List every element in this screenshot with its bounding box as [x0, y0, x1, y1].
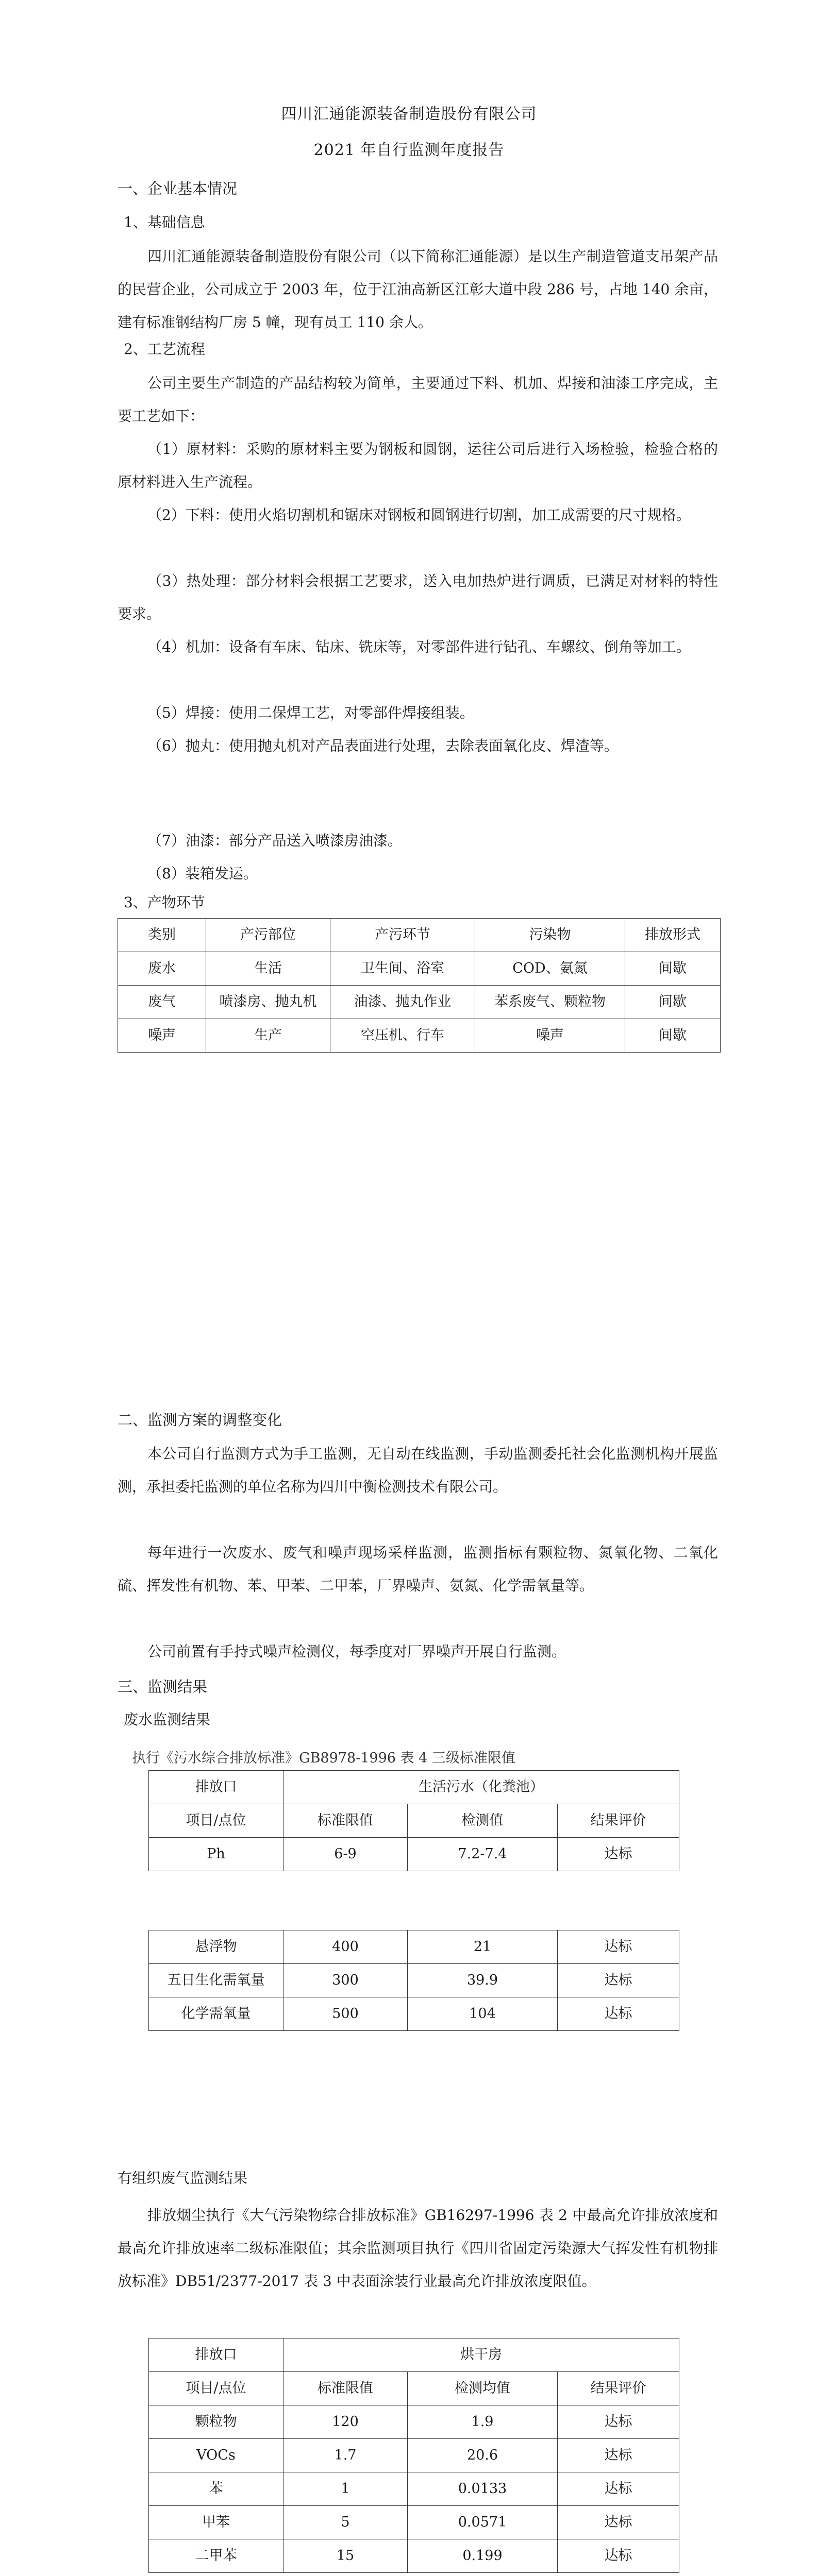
process-step-5: （5）焊接：使用二保焊工艺，对零部件焊接组装。	[147, 704, 474, 721]
water-results-table-continued	[148, 1930, 679, 2031]
monitoring-method-paragraph: 本公司自行监测方式为手工监测，无自动在线监测，手动监测委托社会化监测机构开展监测，承担委托监测的单位名称为四川中衡检测技术有限公司。	[118, 1445, 718, 1495]
table-cell: 7.2-7.4	[408, 1838, 558, 1871]
basic-info-paragraph: 四川汇通能源装备制造股份有限公司（以下简称汇通能源）是以生产制造管道支吊架产品的民营企业，公司成立于 2003 年，位于江油高新区江彰大道中段 286 号，占地 140 余亩，建有标准钢结构厂房 5 幢，现有员工 110 余人。	[118, 248, 718, 331]
header-cell: 产污环节	[330, 919, 475, 952]
table-row	[149, 2472, 679, 2506]
table-row	[149, 1964, 679, 1997]
monitoring-items-paragraph: 每年进行一次废水、废气和噪声现场采样监测，监测指标有颗粒物、氮氧化物、二氧化硫、挥发性有机物、苯、甲苯、二甲苯，厂界噪声、氨氮、化学需氧量等。	[118, 1544, 718, 1594]
section-2-heading: 二、监测方案的调整变化	[118, 1411, 282, 1429]
table-cell: 1	[283, 2472, 408, 2506]
table-cell: 5	[283, 2506, 408, 2539]
table-cell: 卫生间、浴室	[330, 952, 475, 986]
port-label-cell: 排放口	[149, 1771, 283, 1804]
port-label-cell: 排放口	[149, 2338, 283, 2372]
table-cell: 1.9	[408, 2405, 558, 2439]
table-cell: 甲苯	[149, 2506, 283, 2539]
header-cell: 产污部位	[206, 919, 330, 952]
table-row	[118, 986, 721, 1019]
table-cell: 噪声	[475, 1019, 625, 1053]
noise-monitoring-paragraph: 公司前置有手持式噪声检测仪，每季度对厂界噪声开展自行监测。	[147, 1643, 566, 1660]
table-header-row	[149, 2372, 679, 2405]
table-cell: VOCs	[149, 2439, 283, 2472]
table-row	[118, 952, 721, 986]
pollution-source-table	[118, 918, 721, 1053]
air-standard-paragraph: 排放烟尘执行《大气污染物综合排放标准》GB16297-1996 表 2 中最高允许排放浓度和最高允许排放速率二级标准限值；其余监测项目执行《四川省固定污染源大气挥发性有机物排放标准》DB51/2377-2017 表 3 中表面涂装行业最高允许排放浓度限值。	[118, 2207, 718, 2290]
table-cell: 间歇	[625, 986, 721, 1019]
table-cell: 颗粒物	[149, 2405, 283, 2439]
table-cell: 二甲苯	[149, 2539, 283, 2573]
header-cell: 类别	[118, 919, 206, 952]
table-cell: 15	[283, 2539, 408, 2573]
table-cell: 400	[283, 1930, 408, 1964]
water-standard-note: 执行《污水综合排放标准》GB8978-1996 表 4 三级标准限值	[132, 1750, 515, 1766]
table-row	[149, 2506, 679, 2539]
table-cell: 间歇	[625, 952, 721, 986]
header-cell: 结果评价	[558, 1804, 679, 1838]
process-step-1: （1）原材料：采购的原材料主要为钢板和圆钢，运往公司后进行入场检验，检验合格的原材料进入生产流程。	[118, 440, 718, 490]
basic-info-heading: 1、基础信息	[124, 214, 205, 231]
process-step-3: （3）热处理：部分材料会根据工艺要求，送入电加热炉进行调质，已满足对材料的特性要求。	[118, 572, 718, 622]
table-cell: 达标	[558, 2439, 679, 2472]
table-row	[149, 2405, 679, 2439]
table-cell: 苯系废气、颗粒物	[475, 986, 625, 1019]
table-cell: 生活	[206, 952, 330, 986]
table-cell: 生产	[206, 1019, 330, 1053]
table-cell: 达标	[558, 2506, 679, 2539]
air-results-heading: 有组织废气监测结果	[118, 2170, 248, 2187]
water-results-heading: 废水监测结果	[124, 1711, 211, 1728]
table-cell: 达标	[558, 1964, 679, 1997]
table-row	[149, 2439, 679, 2472]
table-cell: 达标	[558, 2539, 679, 2573]
table-cell: 达标	[558, 2405, 679, 2439]
company-title: 四川汇通能源装备制造股份有限公司	[281, 105, 537, 123]
table-cell: 达标	[558, 2472, 679, 2506]
table-cell: 空压机、行车	[330, 1019, 475, 1053]
table-row	[149, 2539, 679, 2573]
table-cell: 6-9	[283, 1838, 408, 1871]
table-cell: 0.199	[408, 2539, 558, 2573]
header-cell: 污染物	[475, 919, 625, 952]
table-cell: 噪声	[118, 1019, 206, 1053]
table-header-row	[149, 2338, 679, 2372]
table-header-row	[118, 919, 721, 952]
water-results-table	[148, 1770, 679, 1871]
port-name-cell: 烘干房	[283, 2338, 679, 2372]
header-cell: 项目/点位	[149, 2372, 283, 2405]
table-cell: 喷漆房、抛丸机	[206, 986, 330, 1019]
section-1-heading: 一、企业基本情况	[118, 180, 238, 197]
report-title: 2021 年自行监测年度报告	[313, 141, 505, 159]
table-cell: 104	[408, 1997, 558, 2031]
process-step-6: （6）抛丸：使用抛丸机对产品表面进行处理，去除表面氧化皮、焊渣等。	[147, 737, 619, 754]
header-cell: 标准限值	[283, 2372, 408, 2405]
header-cell: 标准限值	[283, 1804, 408, 1838]
table-cell: Ph	[149, 1838, 283, 1871]
table-cell: 1.7	[283, 2439, 408, 2472]
header-cell: 项目/点位	[149, 1804, 283, 1838]
table-cell: 0.0133	[408, 2472, 558, 2506]
table-cell: 五日生化需氧量	[149, 1964, 283, 1997]
section-3-heading: 三、监测结果	[118, 1678, 208, 1696]
table-cell: 达标	[558, 1997, 679, 2031]
table-cell: 500	[283, 1997, 408, 2031]
table-cell: 120	[283, 2405, 408, 2439]
table-header-row	[149, 1771, 679, 1804]
header-cell: 结果评价	[558, 2372, 679, 2405]
table-cell: 20.6	[408, 2439, 558, 2472]
header-cell: 检测值	[408, 1804, 558, 1838]
process-intro: 公司主要生产制造的产品结构较为简单，主要通过下料、机加、焊接和油漆工序完成，主要工艺如下：	[118, 375, 718, 425]
table-cell: 0.0571	[408, 2506, 558, 2539]
table-cell: 39.9	[408, 1964, 558, 1997]
process-step-2: （2）下料：使用火焰切割机和锯床对钢板和圆钢进行切割，加工成需要的尺寸规格。	[147, 506, 691, 523]
table-row	[149, 1997, 679, 2031]
table-cell: 300	[283, 1964, 408, 1997]
table-cell: 21	[408, 1930, 558, 1964]
process-heading: 2、工艺流程	[124, 341, 205, 358]
table-cell: 苯	[149, 2472, 283, 2506]
port-name-cell: 生活污水（化粪池）	[283, 1771, 679, 1804]
header-cell: 检测均值	[408, 2372, 558, 2405]
header-cell: 排放形式	[625, 919, 721, 952]
table-row	[149, 1930, 679, 1964]
table-cell: 间歇	[625, 1019, 721, 1053]
drying-room-table	[148, 2338, 679, 2573]
table-cell: 达标	[558, 1930, 679, 1964]
pollution-stage-heading: 3、产物环节	[124, 894, 205, 911]
process-step-4: （4）机加：设备有车床、钻床、铣床等，对零部件进行钻孔、车螺纹、倒角等加工。	[147, 638, 691, 655]
table-header-row	[149, 1804, 679, 1838]
process-step-8: （8）装箱发运。	[147, 865, 258, 882]
table-cell: 废水	[118, 952, 206, 986]
process-step-7: （7）油漆：部分产品送入喷漆房油漆。	[147, 832, 402, 849]
table-row	[149, 1838, 679, 1871]
table-cell: 化学需氧量	[149, 1997, 283, 2031]
table-cell: 达标	[558, 1838, 679, 1871]
table-cell: 废气	[118, 986, 206, 1019]
table-cell: 悬浮物	[149, 1930, 283, 1964]
table-row	[118, 1019, 721, 1053]
table-cell: 油漆、抛丸作业	[330, 986, 475, 1019]
table-cell: COD、氨氮	[475, 952, 625, 986]
